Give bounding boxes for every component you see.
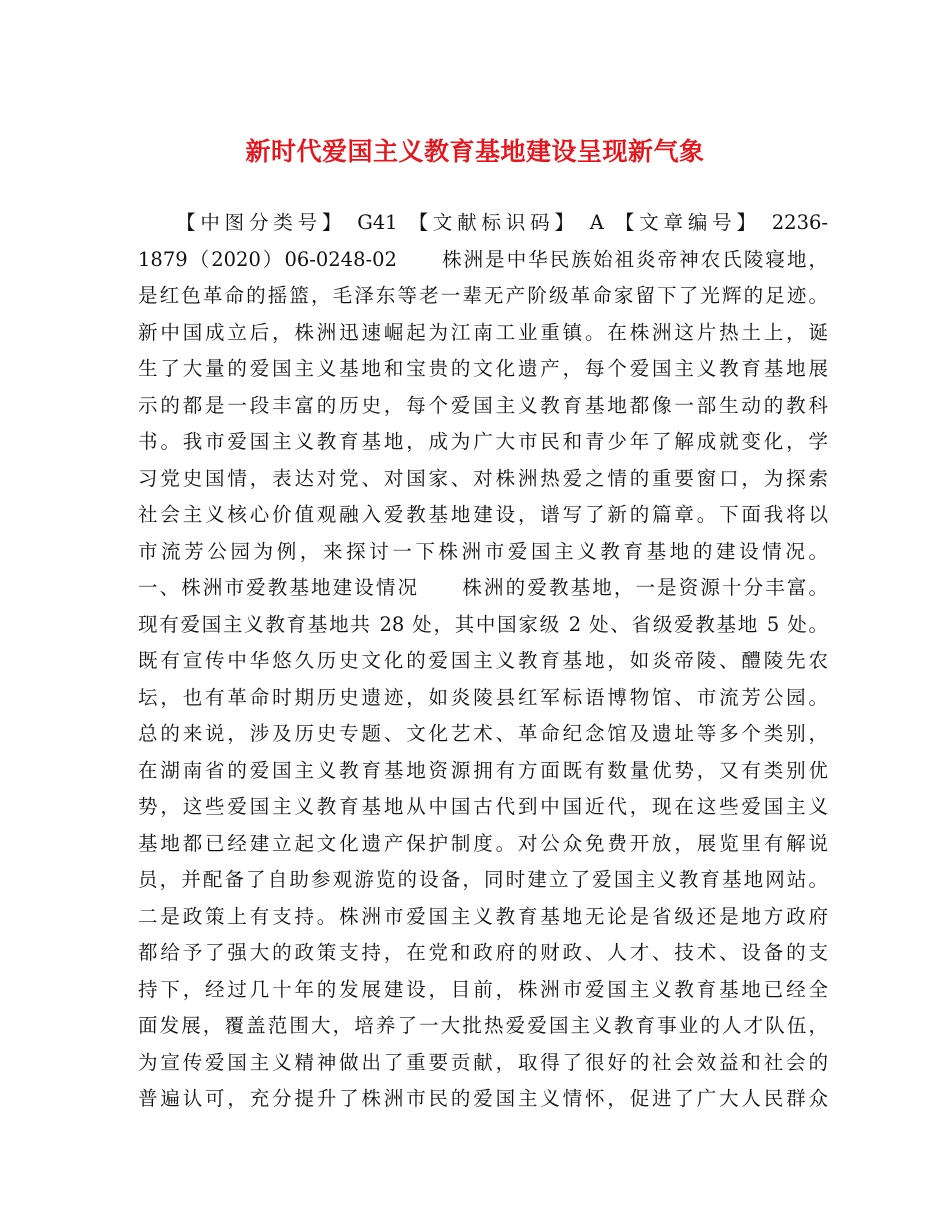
body-line: 社会主义核心价值观融入爱教基地建设，谱写了新的篇章。下面我将以 <box>138 503 828 526</box>
body-line: 是红色革命的摇篮，毛泽东等老一辈无产阶级革命家留下了光辉的足迹。 <box>138 284 828 307</box>
body-line: 都给予了强大的政策支持，在党和政府的财政、人才、技术、设备的支 <box>138 941 828 964</box>
body-line: 既有宣传中华悠久历史文化的爱国主义教育基地，如炎帝陵、醴陵先农 <box>138 649 828 672</box>
body-line: 书。我市爱国主义教育基地，成为广大市民和青少年了解成就变化，学 <box>138 430 828 453</box>
body-line: 市流芳公园为例，来探讨一下株洲市爱国主义教育基地的建设情况。 <box>138 539 828 563</box>
body-line: 势，这些爱国主义教育基地从中国古代到中国近代，现在这些爱国主义 <box>138 795 828 818</box>
body-line: 【中图分类号】 G41 【文献标识码】 A 【文章编号】 2236- <box>176 211 828 234</box>
body-line: 为宣传爱国主义精神做出了重要贡献，取得了很好的社会效益和社会的 <box>138 1050 828 1074</box>
body-line: 习党史国情，表达对党、对国家、对株洲热爱之情的重要窗口，为探索 <box>138 466 828 490</box>
body-line: 基地都已经建立起文化遗产保护制度。对公众免费开放，展览里有解说 <box>138 831 828 855</box>
body-line: 持下，经过几十年的发展建设，目前，株洲市爱国主义教育基地已经全 <box>138 977 828 1001</box>
body-line: 1879（2020）06-0248-02 株洲是中华民族始祖炎帝神农氏陵寝地， <box>138 247 828 271</box>
body-line: 示的都是一段丰富的历史，每个爱国主义教育基地都像一部生动的教科 <box>138 393 828 417</box>
article-body <box>138 205 828 1118</box>
body-line: 现有爱国主义教育基地共 28 处，其中国家级 2 处、省级爱教基地 5 处。 <box>138 612 828 636</box>
page-title: 新时代爱国主义教育基地建设呈现新气象 <box>245 137 705 166</box>
body-line: 普遍认可，充分提升了株洲市民的爱国主义情怀，促进了广大人民群众 <box>138 1087 828 1110</box>
body-line: 面发展，覆盖范围大，培养了一大批热爱爱国主义教育事业的人才队伍， <box>138 1014 828 1037</box>
body-line: 新中国成立后，株洲迅速崛起为江南工业重镇。在株洲这片热土上，诞 <box>138 320 828 344</box>
body-line: 在湖南省的爱国主义教育基地资源拥有方面既有数量优势，又有类别优 <box>138 758 828 782</box>
body-line: 员，并配备了自助参观游览的设备，同时建立了爱国主义教育基地网站。 <box>138 868 828 891</box>
body-line: 二是政策上有支持。株洲市爱国主义教育基地无论是省级还是地方政府 <box>138 904 828 928</box>
body-line: 坛，也有革命时期历史遗迹，如炎陵县红军标语博物馆、市流芳公园。 <box>138 685 828 709</box>
body-line: 生了大量的爱国主义基地和宝贵的文化遗产，每个爱国主义教育基地展 <box>138 357 828 380</box>
body-line: 总的来说，涉及历史专题、文化艺术、革命纪念馆及遗址等多个类别， <box>138 722 828 745</box>
body-line: 一、株洲市爱教基地建设情况 株洲的爱教基地，一是资源十分丰富。 <box>138 576 828 599</box>
